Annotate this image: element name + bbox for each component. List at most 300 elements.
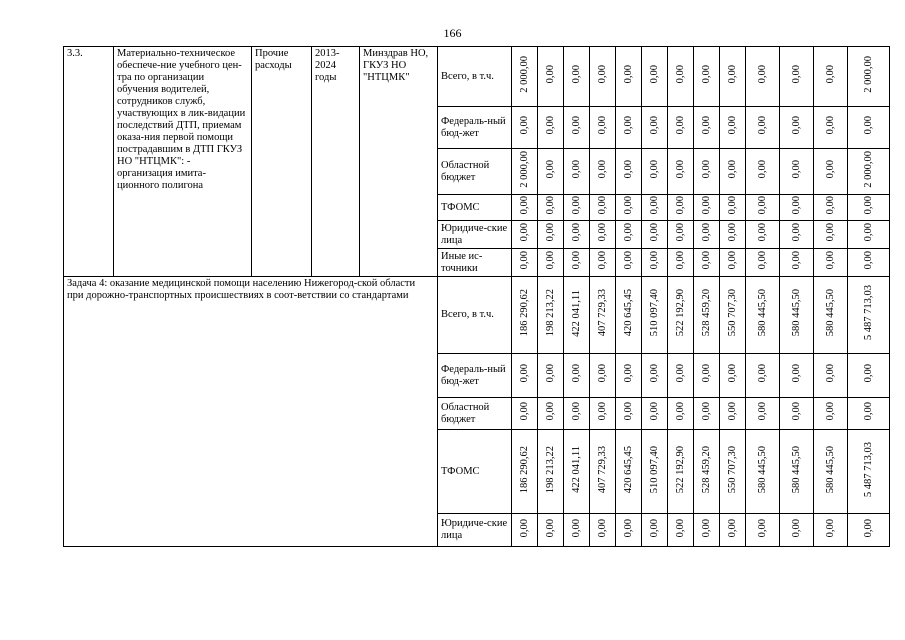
funding-source: Федераль-ный бюд-жет (438, 354, 512, 398)
value-text: 0,00 (597, 65, 608, 84)
value-text: 0,00 (571, 402, 582, 421)
value-cell (780, 398, 814, 430)
value-text: 420 645,45 (623, 445, 634, 494)
value-text: 0,00 (727, 160, 738, 179)
value-cell (564, 249, 590, 277)
value-text: 510 097,40 (649, 289, 660, 337)
value-text: 0,00 (675, 364, 686, 383)
value-cell (512, 277, 538, 354)
value-cell (780, 514, 814, 547)
value-text: 0,00 (791, 518, 802, 538)
value-cell (814, 107, 848, 149)
value-cell (720, 249, 746, 277)
value-cell (642, 277, 668, 354)
value-text: 0,00 (545, 518, 556, 538)
value-text: 0,00 (675, 251, 686, 270)
value-cell (780, 430, 814, 514)
value-text: 0,00 (649, 196, 660, 215)
value-cell (642, 430, 668, 514)
value-text: 407 729,33 (597, 445, 608, 494)
value-cell (642, 195, 668, 221)
value-cell (590, 107, 616, 149)
value-cell (720, 107, 746, 149)
value-cell (746, 195, 780, 221)
value-cell (720, 430, 746, 514)
value-cell (590, 354, 616, 398)
value-text: 0,00 (727, 196, 738, 215)
funding-source: ТФОМС (438, 195, 512, 221)
value-text: 0,00 (701, 402, 712, 421)
value-cell (814, 221, 848, 249)
value-text: 0,00 (519, 518, 530, 538)
value-cell (720, 47, 746, 107)
value-text: 0,00 (675, 65, 686, 84)
value-cell (814, 277, 848, 354)
funding-source: Федераль-ный бюд-жет (438, 107, 512, 149)
value-cell (746, 430, 780, 514)
value-cell (616, 47, 642, 107)
value-text: 550 707,30 (727, 445, 738, 494)
value-text: 0,00 (623, 160, 634, 179)
value-text: 0,00 (825, 402, 836, 421)
value-cell (668, 398, 694, 430)
value-text: 0,00 (519, 196, 530, 215)
value-text: 0,00 (649, 364, 660, 383)
value-cell (564, 47, 590, 107)
value-cell (512, 221, 538, 249)
value-text: 0,00 (649, 251, 660, 270)
value-cell (512, 398, 538, 430)
value-text: 0,00 (597, 116, 608, 135)
value-text: 0,00 (701, 223, 712, 242)
value-cell (746, 514, 780, 547)
value-text: 528 459,20 (701, 445, 712, 494)
value-cell (512, 430, 538, 514)
value-text: 0,00 (571, 364, 582, 383)
value-text: 0,00 (519, 116, 530, 135)
value-cell (538, 398, 564, 430)
value-text: 580 445,50 (791, 445, 802, 494)
value-cell (538, 195, 564, 221)
value-cell (814, 47, 848, 107)
value-cell (720, 149, 746, 195)
value-text: 0,00 (701, 518, 712, 538)
value-text: 0,00 (623, 65, 634, 84)
value-cell (512, 107, 538, 149)
value-cell (590, 221, 616, 249)
value-text: 0,00 (701, 364, 712, 383)
value-cell (590, 277, 616, 354)
value-cell (590, 514, 616, 547)
value-cell (590, 398, 616, 430)
value-cell (720, 514, 746, 547)
value-cell (694, 277, 720, 354)
value-cell (616, 107, 642, 149)
value-text: 0,00 (519, 223, 530, 242)
value-text: 0,00 (825, 364, 836, 383)
expense-type: Прочие расходы (252, 47, 312, 277)
value-cell (694, 249, 720, 277)
value-text: 580 445,50 (825, 445, 836, 494)
value-text: 0,00 (727, 116, 738, 135)
value-cell (590, 149, 616, 195)
value-text: 0,00 (863, 251, 874, 270)
value-text: 0,00 (727, 65, 738, 84)
value-cell (746, 47, 780, 107)
value-cell (746, 107, 780, 149)
value-text: 0,00 (757, 223, 768, 242)
value-cell (814, 398, 848, 430)
value-text: 0,00 (701, 65, 712, 84)
value-text: 0,00 (757, 160, 768, 179)
value-text: 0,00 (727, 518, 738, 538)
value-cell (668, 47, 694, 107)
funding-source: Всего, в т.ч. (438, 47, 512, 107)
value-cell (642, 149, 668, 195)
value-text: 422 041,11 (571, 289, 582, 337)
value-cell (512, 514, 538, 547)
executor: Минздрав НО, ГКУЗ НО "НТЦМК" (360, 47, 438, 277)
value-cell (616, 221, 642, 249)
value-cell (694, 107, 720, 149)
value-cell (746, 149, 780, 195)
value-text: 0,00 (675, 223, 686, 242)
value-text: 0,00 (545, 223, 556, 242)
value-cell (590, 47, 616, 107)
value-text: 2 000,00 (519, 56, 530, 93)
value-text: 0,00 (675, 160, 686, 179)
value-text: 0,00 (863, 364, 874, 383)
period-years: 2013-2024 годы (312, 47, 360, 277)
value-text: 0,00 (791, 196, 802, 215)
value-text: 5 487 713,03 (863, 285, 874, 341)
value-cell (814, 514, 848, 547)
value-text: 186 290,62 (519, 289, 530, 337)
value-text: 0,00 (571, 518, 582, 538)
value-cell (512, 195, 538, 221)
value-cell (848, 221, 890, 249)
table-row (64, 47, 890, 107)
value-cell (780, 195, 814, 221)
value-cell (814, 354, 848, 398)
value-text: 2 000,00 (519, 151, 530, 188)
value-cell (848, 430, 890, 514)
value-cell (564, 277, 590, 354)
value-cell (590, 195, 616, 221)
value-cell (642, 249, 668, 277)
value-cell (848, 249, 890, 277)
value-text: 0,00 (545, 65, 556, 84)
value-cell (848, 277, 890, 354)
value-text: 2 000,00 (863, 56, 874, 93)
value-cell (848, 195, 890, 221)
value-cell (616, 354, 642, 398)
value-text: 0,00 (863, 223, 874, 242)
value-text: 2 000,00 (863, 151, 874, 188)
value-cell (780, 221, 814, 249)
value-cell (694, 149, 720, 195)
value-text: 580 445,50 (825, 289, 836, 337)
value-text: 0,00 (701, 160, 712, 179)
task-title: Задача 4: оказание медицинской помощи населению Нижегород-ской области при дорожно-транспортных происшествиях в соот-ветствии со стандартами (64, 277, 438, 547)
value-cell (564, 107, 590, 149)
value-cell (668, 514, 694, 547)
value-cell (694, 430, 720, 514)
value-text: 0,00 (545, 251, 556, 270)
value-text: 186 290,62 (519, 445, 530, 494)
value-text: 0,00 (623, 402, 634, 421)
value-cell (512, 249, 538, 277)
value-text: 580 445,50 (791, 289, 802, 337)
value-text: 420 645,45 (623, 289, 634, 337)
value-text: 0,00 (519, 251, 530, 270)
value-cell (694, 354, 720, 398)
value-text: 0,00 (791, 116, 802, 135)
value-text: 0,00 (571, 160, 582, 179)
table-row (64, 277, 890, 354)
value-text: 0,00 (791, 402, 802, 421)
value-text: 0,00 (791, 223, 802, 242)
measure-name: Материально-техническое обеспече-ние учебного цен-тра по организации обучения водителей, сотрудников служб, участвующих в лик-видации последствий ДТП, приемам оказа-ния первой помощи пострадавшим в ДТП ГКУЗ НО "НТЦМК": - организация имита-ционного полигона (114, 47, 252, 277)
value-text: 0,00 (757, 65, 768, 84)
value-text: 0,00 (825, 251, 836, 270)
value-cell (668, 221, 694, 249)
value-cell (814, 149, 848, 195)
value-cell (564, 195, 590, 221)
value-text: 0,00 (701, 196, 712, 215)
value-text: 0,00 (649, 518, 660, 538)
value-cell (694, 195, 720, 221)
value-cell (564, 430, 590, 514)
value-text: 580 445,50 (757, 445, 768, 494)
value-cell (616, 430, 642, 514)
value-text: 0,00 (675, 402, 686, 421)
value-text: 0,00 (649, 402, 660, 421)
value-cell (746, 221, 780, 249)
value-cell (538, 354, 564, 398)
value-text: 0,00 (727, 251, 738, 270)
value-text: 0,00 (791, 251, 802, 270)
value-cell (564, 354, 590, 398)
value-text: 0,00 (825, 65, 836, 84)
value-text: 0,00 (623, 116, 634, 135)
value-cell (512, 47, 538, 107)
value-text: 0,00 (597, 518, 608, 538)
row-code: 3.3. (64, 47, 114, 277)
value-text: 0,00 (863, 518, 874, 538)
value-text: 0,00 (545, 364, 556, 383)
value-cell (642, 398, 668, 430)
value-cell (616, 195, 642, 221)
value-cell (668, 277, 694, 354)
value-cell (564, 514, 590, 547)
value-text: 0,00 (863, 402, 874, 421)
value-text: 0,00 (863, 196, 874, 215)
value-cell (848, 354, 890, 398)
value-text: 0,00 (727, 223, 738, 242)
value-cell (848, 398, 890, 430)
value-text: 0,00 (597, 196, 608, 215)
value-text: 528 459,20 (701, 289, 712, 337)
value-text: 0,00 (571, 223, 582, 242)
value-cell (814, 430, 848, 514)
value-text: 0,00 (791, 364, 802, 383)
value-cell (668, 430, 694, 514)
value-text: 0,00 (649, 116, 660, 135)
value-text: 0,00 (571, 65, 582, 84)
value-cell (668, 249, 694, 277)
value-cell (512, 354, 538, 398)
value-cell (848, 514, 890, 547)
value-cell (848, 47, 890, 107)
value-text: 0,00 (623, 196, 634, 215)
value-text: 0,00 (825, 160, 836, 179)
page-number: 166 (443, 26, 462, 40)
funding-source: Иные ис-точники (438, 249, 512, 277)
value-text: 0,00 (727, 364, 738, 383)
value-text: 0,00 (791, 65, 802, 84)
funding-source: Юридиче-ские лица (438, 221, 512, 249)
value-text: 0,00 (571, 251, 582, 270)
value-text: 522 192,90 (675, 445, 686, 494)
value-cell (694, 47, 720, 107)
value-text: 522 192,90 (675, 289, 686, 337)
value-cell (848, 149, 890, 195)
value-text: 198 213,22 (545, 289, 556, 337)
value-cell (720, 354, 746, 398)
value-cell (780, 107, 814, 149)
value-text: 0,00 (545, 402, 556, 421)
funding-source: Всего, в т.ч. (438, 277, 512, 354)
value-cell (668, 354, 694, 398)
value-text: 407 729,33 (597, 289, 608, 337)
value-text: 510 097,40 (649, 445, 660, 494)
value-text: 0,00 (597, 223, 608, 242)
value-text: 0,00 (757, 518, 768, 538)
value-cell (746, 354, 780, 398)
value-cell (538, 149, 564, 195)
value-cell (694, 221, 720, 249)
value-cell (720, 398, 746, 430)
value-text: 0,00 (519, 402, 530, 421)
value-cell (780, 249, 814, 277)
value-cell (564, 149, 590, 195)
value-text: 580 445,50 (757, 289, 768, 337)
value-text: 0,00 (649, 160, 660, 179)
value-cell (590, 430, 616, 514)
value-text: 0,00 (675, 518, 686, 538)
value-cell (590, 249, 616, 277)
value-cell (616, 249, 642, 277)
value-cell (668, 107, 694, 149)
value-cell (616, 277, 642, 354)
value-cell (642, 514, 668, 547)
value-cell (848, 107, 890, 149)
value-text: 0,00 (825, 116, 836, 135)
value-text: 0,00 (571, 196, 582, 215)
value-text: 0,00 (825, 223, 836, 242)
value-text: 0,00 (757, 116, 768, 135)
value-cell (814, 195, 848, 221)
value-cell (746, 249, 780, 277)
value-cell (780, 47, 814, 107)
value-text: 0,00 (545, 196, 556, 215)
value-text: 0,00 (545, 116, 556, 135)
value-cell (720, 221, 746, 249)
value-cell (668, 195, 694, 221)
value-text: 0,00 (757, 364, 768, 383)
value-text: 0,00 (597, 364, 608, 383)
value-text: 0,00 (649, 223, 660, 242)
value-cell (720, 277, 746, 354)
value-cell (564, 221, 590, 249)
value-text: 0,00 (571, 116, 582, 135)
value-text: 0,00 (623, 518, 634, 538)
value-cell (538, 277, 564, 354)
funding-source: Юридиче-ские лица (438, 514, 512, 547)
value-text: 0,00 (757, 196, 768, 215)
funding-source: ТФОМС (438, 430, 512, 514)
value-text: 0,00 (597, 402, 608, 421)
value-text: 198 213,22 (545, 445, 556, 494)
value-cell (642, 107, 668, 149)
value-text: 0,00 (519, 364, 530, 383)
value-cell (780, 277, 814, 354)
value-cell (564, 398, 590, 430)
value-cell (538, 249, 564, 277)
value-text: 0,00 (701, 251, 712, 270)
value-cell (538, 107, 564, 149)
value-cell (780, 354, 814, 398)
value-cell (538, 47, 564, 107)
value-text: 0,00 (791, 160, 802, 179)
value-text: 5 487 713,03 (863, 441, 874, 498)
value-text: 0,00 (757, 402, 768, 421)
value-cell (616, 149, 642, 195)
value-text: 0,00 (863, 116, 874, 135)
value-cell (668, 149, 694, 195)
value-text: 0,00 (545, 160, 556, 179)
value-cell (780, 149, 814, 195)
value-text: 0,00 (623, 223, 634, 242)
value-text: 0,00 (623, 364, 634, 383)
value-text: 422 041,11 (571, 446, 582, 493)
value-text: 0,00 (597, 160, 608, 179)
funding-source: Областной бюджет (438, 149, 512, 195)
value-text: 0,00 (675, 116, 686, 135)
value-text: 0,00 (727, 402, 738, 421)
value-text: 0,00 (757, 251, 768, 270)
value-cell (642, 354, 668, 398)
value-text: 0,00 (675, 196, 686, 215)
value-text: 550 707,30 (727, 289, 738, 337)
value-text: 0,00 (623, 251, 634, 270)
value-cell (694, 398, 720, 430)
value-cell (720, 195, 746, 221)
value-text: 0,00 (597, 251, 608, 270)
value-cell (538, 514, 564, 547)
value-cell (746, 398, 780, 430)
value-cell (814, 249, 848, 277)
value-cell (616, 514, 642, 547)
value-cell (694, 514, 720, 547)
table-body (64, 47, 890, 547)
value-cell (538, 430, 564, 514)
value-cell (642, 221, 668, 249)
value-cell (538, 221, 564, 249)
funding-source: Областной бюджет (438, 398, 512, 430)
value-text: 0,00 (649, 65, 660, 84)
